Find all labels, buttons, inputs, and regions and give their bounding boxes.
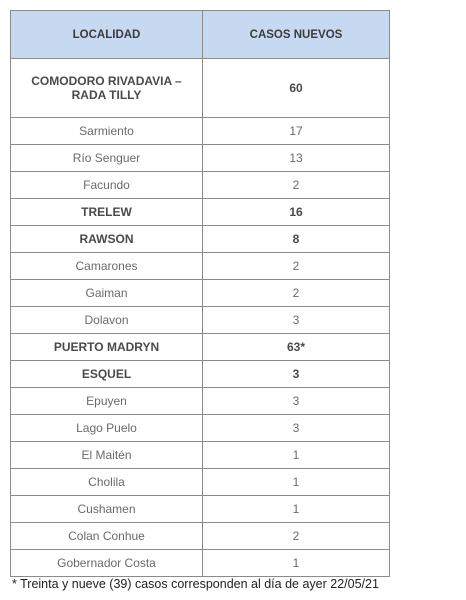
cases-table-container (10, 10, 389, 577)
cell-casos: 2 (203, 253, 390, 280)
cell-casos: 63* (203, 334, 390, 361)
cell-casos: 2 (203, 172, 390, 199)
table-body (11, 59, 390, 577)
table-row (11, 415, 390, 442)
table-row (11, 199, 390, 226)
cell-casos: 3 (203, 361, 390, 388)
cell-localidad: ESQUEL (11, 361, 203, 388)
table-row (11, 118, 390, 145)
cell-localidad: Río Senguer (11, 145, 203, 172)
cell-casos: 17 (203, 118, 390, 145)
cell-localidad: Lago Puelo (11, 415, 203, 442)
cell-localidad: El Maitén (11, 442, 203, 469)
cell-casos: 60 (203, 59, 390, 118)
cell-casos: 1 (203, 442, 390, 469)
cell-localidad: TRELEW (11, 199, 203, 226)
cell-localidad: Facundo (11, 172, 203, 199)
header-localidad: LOCALIDAD (11, 11, 203, 59)
table-row (11, 388, 390, 415)
footnote: * Treinta y nueve (39) casos corresponden al día de ayer 22/05/21 (12, 577, 379, 591)
cell-localidad: Camarones (11, 253, 203, 280)
table-header (11, 11, 390, 59)
table-row (11, 469, 390, 496)
cell-casos: 1 (203, 469, 390, 496)
cases-table (10, 10, 390, 577)
cell-casos: 3 (203, 388, 390, 415)
header-casos-nuevos: CASOS NUEVOS (203, 11, 390, 59)
cell-localidad: Sarmiento (11, 118, 203, 145)
table-row (11, 253, 390, 280)
cell-casos: 2 (203, 523, 390, 550)
table-row (11, 550, 390, 577)
cell-localidad: Colan Conhue (11, 523, 203, 550)
cell-localidad: Gobernador Costa (11, 550, 203, 577)
cell-localidad: Epuyen (11, 388, 203, 415)
table-row (11, 145, 390, 172)
cell-casos: 1 (203, 550, 390, 577)
cell-casos: 1 (203, 496, 390, 523)
cell-localidad: PUERTO MADRYN (11, 334, 203, 361)
cell-casos: 8 (203, 226, 390, 253)
cell-localidad: Gaiman (11, 280, 203, 307)
cell-casos: 3 (203, 415, 390, 442)
table-row (11, 334, 390, 361)
header-row (11, 11, 390, 59)
cell-localidad: COMODORO RIVADAVIA – RADA TILLY (11, 59, 203, 118)
table-row (11, 59, 390, 118)
cell-localidad: Dolavon (11, 307, 203, 334)
cell-casos: 3 (203, 307, 390, 334)
table-row (11, 280, 390, 307)
table-row (11, 307, 390, 334)
cell-localidad: Cushamen (11, 496, 203, 523)
table-row (11, 496, 390, 523)
cell-casos: 13 (203, 145, 390, 172)
table-row (11, 523, 390, 550)
table-row (11, 172, 390, 199)
table-row (11, 361, 390, 388)
cell-localidad: Cholila (11, 469, 203, 496)
cell-localidad: RAWSON (11, 226, 203, 253)
table-row (11, 442, 390, 469)
cell-casos: 2 (203, 280, 390, 307)
cell-casos: 16 (203, 199, 390, 226)
table-row (11, 226, 390, 253)
